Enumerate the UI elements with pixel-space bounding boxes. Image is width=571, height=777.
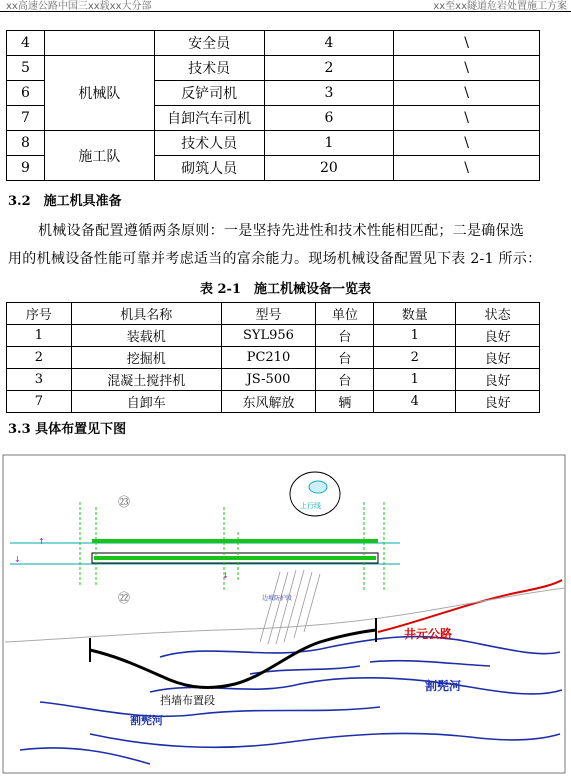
table-cell: 良好 — [456, 369, 540, 391]
count-cell: 4 — [264, 31, 394, 56]
equipment-table — [6, 302, 540, 413]
table-cell: 1 — [374, 325, 456, 347]
table-cell: 1 — [374, 369, 456, 391]
table-cell: 3 — [7, 369, 72, 391]
column-header: 状态 — [456, 303, 540, 325]
river-label-left: 割髡河 — [130, 714, 163, 727]
count-cell: 2 — [264, 56, 394, 81]
group-cell: 机械队 — [44, 56, 154, 131]
group-cell — [44, 31, 154, 56]
table-header-row — [7, 303, 540, 325]
table-cell: 2 — [7, 347, 72, 369]
header-right-text: xx至xx隧道危岩处置施工方案 — [433, 1, 567, 12]
table-cell: 装载机 — [71, 325, 221, 347]
column-header: 单位 — [316, 303, 374, 325]
column-header: 机具名称 — [71, 303, 221, 325]
row-number: 7 — [7, 106, 45, 131]
table-cell: PC210 — [221, 347, 316, 369]
table-cell: 东风解放 — [221, 391, 316, 413]
table-row — [7, 56, 540, 81]
row-number: 4 — [7, 31, 45, 56]
wall-section-label: 挡墙布置段 — [160, 694, 215, 707]
header-left-text: xx高速公路中国三xx载xx大分部 — [6, 1, 152, 12]
row-number: 5 — [7, 56, 45, 81]
table-row — [7, 391, 540, 413]
table-row — [7, 31, 540, 56]
station-markers — [80, 502, 384, 592]
note-cell: \ — [394, 31, 540, 56]
svg-text:↑: ↑ — [38, 537, 45, 546]
table-cell: 良好 — [456, 347, 540, 369]
road-label: 井元公路 — [404, 627, 453, 641]
role-cell: 安全员 — [154, 31, 264, 56]
slope-label: 边坡防护段 — [262, 595, 293, 602]
bubble-icon — [309, 481, 327, 493]
table-cell: 辆 — [316, 391, 374, 413]
table-cell: JS-500 — [221, 369, 316, 391]
site-layout-diagram — [0, 452, 571, 777]
table-cell: 台 — [316, 369, 374, 391]
table-cell: 台 — [316, 347, 374, 369]
note-cell: \ — [394, 106, 540, 131]
note-cell: \ — [394, 56, 540, 81]
page-header — [0, 0, 571, 12]
section-heading-3-3: 3.3 具体布置见下图 — [8, 422, 127, 437]
slope-hatching — [260, 570, 320, 644]
table-cell: 挖掘机 — [71, 347, 221, 369]
table-cell: SYL956 — [221, 325, 316, 347]
row-number: 8 — [7, 131, 45, 156]
table-cell: 自卸车 — [71, 391, 221, 413]
table-cell: 良好 — [456, 325, 540, 347]
marker-22-label: ㉒ — [118, 591, 131, 605]
role-cell: 反铲司机 — [154, 81, 264, 106]
marker-23-label: ㉓ — [118, 495, 131, 509]
count-cell: 6 — [264, 106, 394, 131]
svg-text:↓: ↓ — [222, 571, 229, 580]
role-cell: 自卸汽车司机 — [154, 106, 264, 131]
table-cell: 台 — [316, 325, 374, 347]
table-row — [7, 131, 540, 156]
table-cell: 良好 — [456, 391, 540, 413]
count-cell: 20 — [264, 156, 394, 181]
river-label-right: 割髡河 — [425, 679, 462, 693]
group-cell: 施工队 — [44, 131, 154, 181]
note-cell: \ — [394, 156, 540, 181]
role-cell: 技术人员 — [154, 131, 264, 156]
staff-table — [6, 30, 540, 181]
row-number: 9 — [7, 156, 45, 181]
table-cell: 1 — [7, 325, 72, 347]
bubble-label: 上行线 — [300, 502, 321, 510]
column-header: 序号 — [7, 303, 72, 325]
note-cell: \ — [394, 131, 540, 156]
table-row — [7, 347, 540, 369]
table-cell: 混凝土搅拌机 — [71, 369, 221, 391]
table-row — [7, 369, 540, 391]
table-caption: 表 2-1 施工机械设备一览表 — [199, 282, 371, 297]
table-cell: 2 — [374, 347, 456, 369]
count-cell: 3 — [264, 81, 394, 106]
row-number: 6 — [7, 81, 45, 106]
svg-text:↓: ↓ — [14, 555, 21, 564]
count-cell: 1 — [264, 131, 394, 156]
paragraph-line-1: 机械设备配置遵循两条原则：一是坚持先进性和技术性能相匹配；二是确保选 — [38, 223, 525, 239]
role-cell: 砌筑人员 — [154, 156, 264, 181]
paragraph-line-2: 用的机械设备性能可靠并考虑适当的富余能力。现场机械设备配置见下表 2-1 所示： — [8, 251, 542, 267]
road-line — [378, 580, 562, 632]
column-header: 数量 — [374, 303, 456, 325]
table-cell: 4 — [374, 391, 456, 413]
section-heading-3-2: 3.2 施工机具准备 — [8, 194, 122, 209]
table-row — [7, 325, 540, 347]
note-cell: \ — [394, 81, 540, 106]
table-cell: 7 — [7, 391, 72, 413]
role-cell: 技术员 — [154, 56, 264, 81]
column-header: 型号 — [221, 303, 316, 325]
